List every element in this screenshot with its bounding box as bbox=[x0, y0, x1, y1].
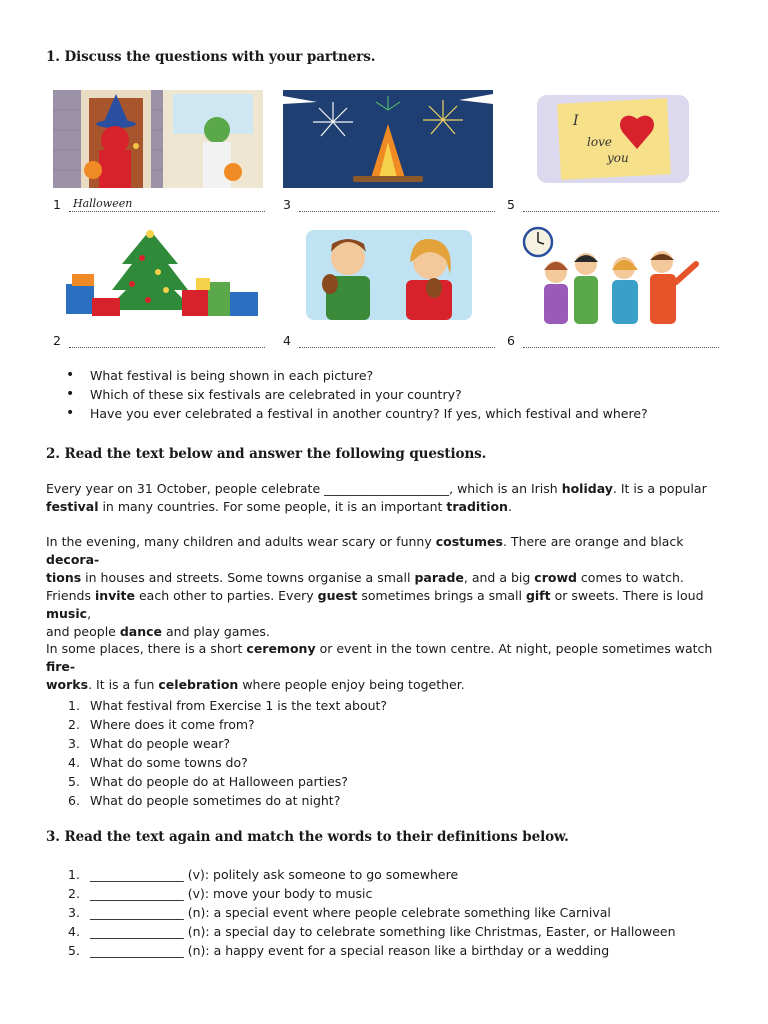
new-year-clock-icon bbox=[514, 226, 710, 324]
key-word: fire- bbox=[46, 659, 76, 674]
list-item: 2. Where does it come from? bbox=[68, 717, 255, 732]
list-item: 2. _______________ (v): move your body to music bbox=[68, 886, 373, 901]
comprehension-questions bbox=[46, 696, 726, 810]
paragraph-4: In some places, there is a short ceremony or event in the town centre. At night, people sometimes watch fire- works. It is a fun celebration where people enjoy being together. bbox=[46, 641, 713, 692]
answer-line-6[interactable] bbox=[507, 333, 719, 348]
list-item: 3. _______________ (n): a special event where people celebrate something like Carnival bbox=[68, 905, 611, 920]
halloween-children-icon bbox=[53, 90, 263, 188]
card-text-i: I bbox=[573, 113, 579, 129]
discussion-questions bbox=[46, 366, 726, 423]
key-word: costumes bbox=[435, 534, 503, 549]
key-word: works bbox=[46, 677, 89, 692]
key-word: crowd bbox=[534, 570, 577, 585]
list-item: 1. _______________ (v): politely ask someone to go somewhere bbox=[68, 867, 459, 882]
fill-in-blank[interactable]: _______________ bbox=[90, 886, 184, 901]
key-word: music bbox=[46, 606, 88, 621]
answer-number: 3 bbox=[283, 197, 291, 212]
key-word: invite bbox=[94, 588, 136, 603]
definition-matching-list bbox=[46, 865, 726, 960]
answer-line-5[interactable] bbox=[507, 197, 719, 212]
fill-in-blank[interactable]: _______________ bbox=[90, 943, 184, 958]
key-word: festival bbox=[46, 499, 99, 514]
answer-number: 2 bbox=[53, 333, 61, 348]
key-word: gift bbox=[525, 588, 551, 603]
list-item: • What festival is being shown in each picture? bbox=[46, 366, 726, 385]
answer-number: 1 bbox=[53, 197, 61, 212]
card-text-love: love bbox=[587, 135, 612, 149]
list-item: • Have you ever celebrated a festival in another country? If yes, which festival and where? bbox=[46, 404, 726, 423]
answer-text: Halloween bbox=[73, 197, 133, 210]
section-1-heading: 1. Discuss the questions with your partners. bbox=[46, 49, 376, 65]
answer-number: 4 bbox=[283, 333, 291, 348]
key-word: ceremony bbox=[246, 641, 316, 656]
paragraph-2: In the evening, many children and adults wear scary or funny costumes. There are orange and black decora- tions in houses and streets. Some towns organise a small parade, and a big crowd comes to watch. bbox=[46, 534, 684, 585]
love-card-icon bbox=[537, 95, 689, 183]
easter-eggs-icon bbox=[306, 230, 472, 320]
list-item: 5. _______________ (n): a happy event for a special reason like a birthday or a wedding bbox=[68, 943, 610, 958]
fill-in-blank[interactable]: _______________ bbox=[90, 905, 184, 920]
paragraph-3: Friends invite each other to parties. Every guest sometimes brings a small gift or sweets. There is loud music, and people dance and play games. bbox=[46, 588, 704, 639]
fill-in-blank[interactable]: _______________ bbox=[90, 924, 184, 939]
answer-number: 5 bbox=[507, 197, 515, 212]
card-text-you: you bbox=[607, 151, 629, 165]
key-word: dance bbox=[119, 624, 163, 639]
key-word: holiday bbox=[561, 481, 613, 496]
list-item: 4. _______________ (n): a special day to celebrate something like Christmas, Easter, or Halloween bbox=[68, 924, 676, 939]
answer-line-1[interactable] bbox=[53, 197, 265, 212]
fill-in-blank[interactable]: ____________________ bbox=[324, 481, 450, 496]
key-word: guest bbox=[317, 588, 358, 603]
list-item: 4. What do some towns do? bbox=[68, 755, 248, 770]
answer-number: 6 bbox=[507, 333, 515, 348]
answer-line-4[interactable] bbox=[283, 333, 495, 348]
christmas-tree-icon bbox=[62, 228, 260, 320]
key-word: celebration bbox=[158, 677, 239, 692]
section-2-heading: 2. Read the text below and answer the following questions. bbox=[46, 446, 487, 462]
key-word: tradition bbox=[446, 499, 508, 514]
list-item: • Which of these six festivals are celebrated in your country? bbox=[46, 385, 726, 404]
answer-line-3[interactable] bbox=[283, 197, 495, 212]
list-item: 3. What do people wear? bbox=[68, 736, 231, 751]
key-word: decora- bbox=[46, 552, 100, 567]
list-item: 1. What festival from Exercise 1 is the text about? bbox=[68, 698, 388, 713]
key-word: parade bbox=[414, 570, 464, 585]
section-3-heading: 3. Read the text again and match the words to their definitions below. bbox=[46, 829, 569, 845]
fill-in-blank[interactable]: _______________ bbox=[90, 867, 184, 882]
list-item: 6. What do people sometimes do at night? bbox=[68, 793, 341, 808]
list-item: 5. What do people do at Halloween parties? bbox=[68, 774, 348, 789]
paragraph-1: Every year on 31 October, people celebrate ____________________, which is an Irish holiday. It is a popular festival in many countries. For some people, it is an important tradition. bbox=[46, 481, 707, 514]
key-word: tions bbox=[46, 570, 82, 585]
bonfire-fireworks-icon bbox=[283, 90, 493, 188]
answer-line-2[interactable] bbox=[53, 333, 265, 348]
